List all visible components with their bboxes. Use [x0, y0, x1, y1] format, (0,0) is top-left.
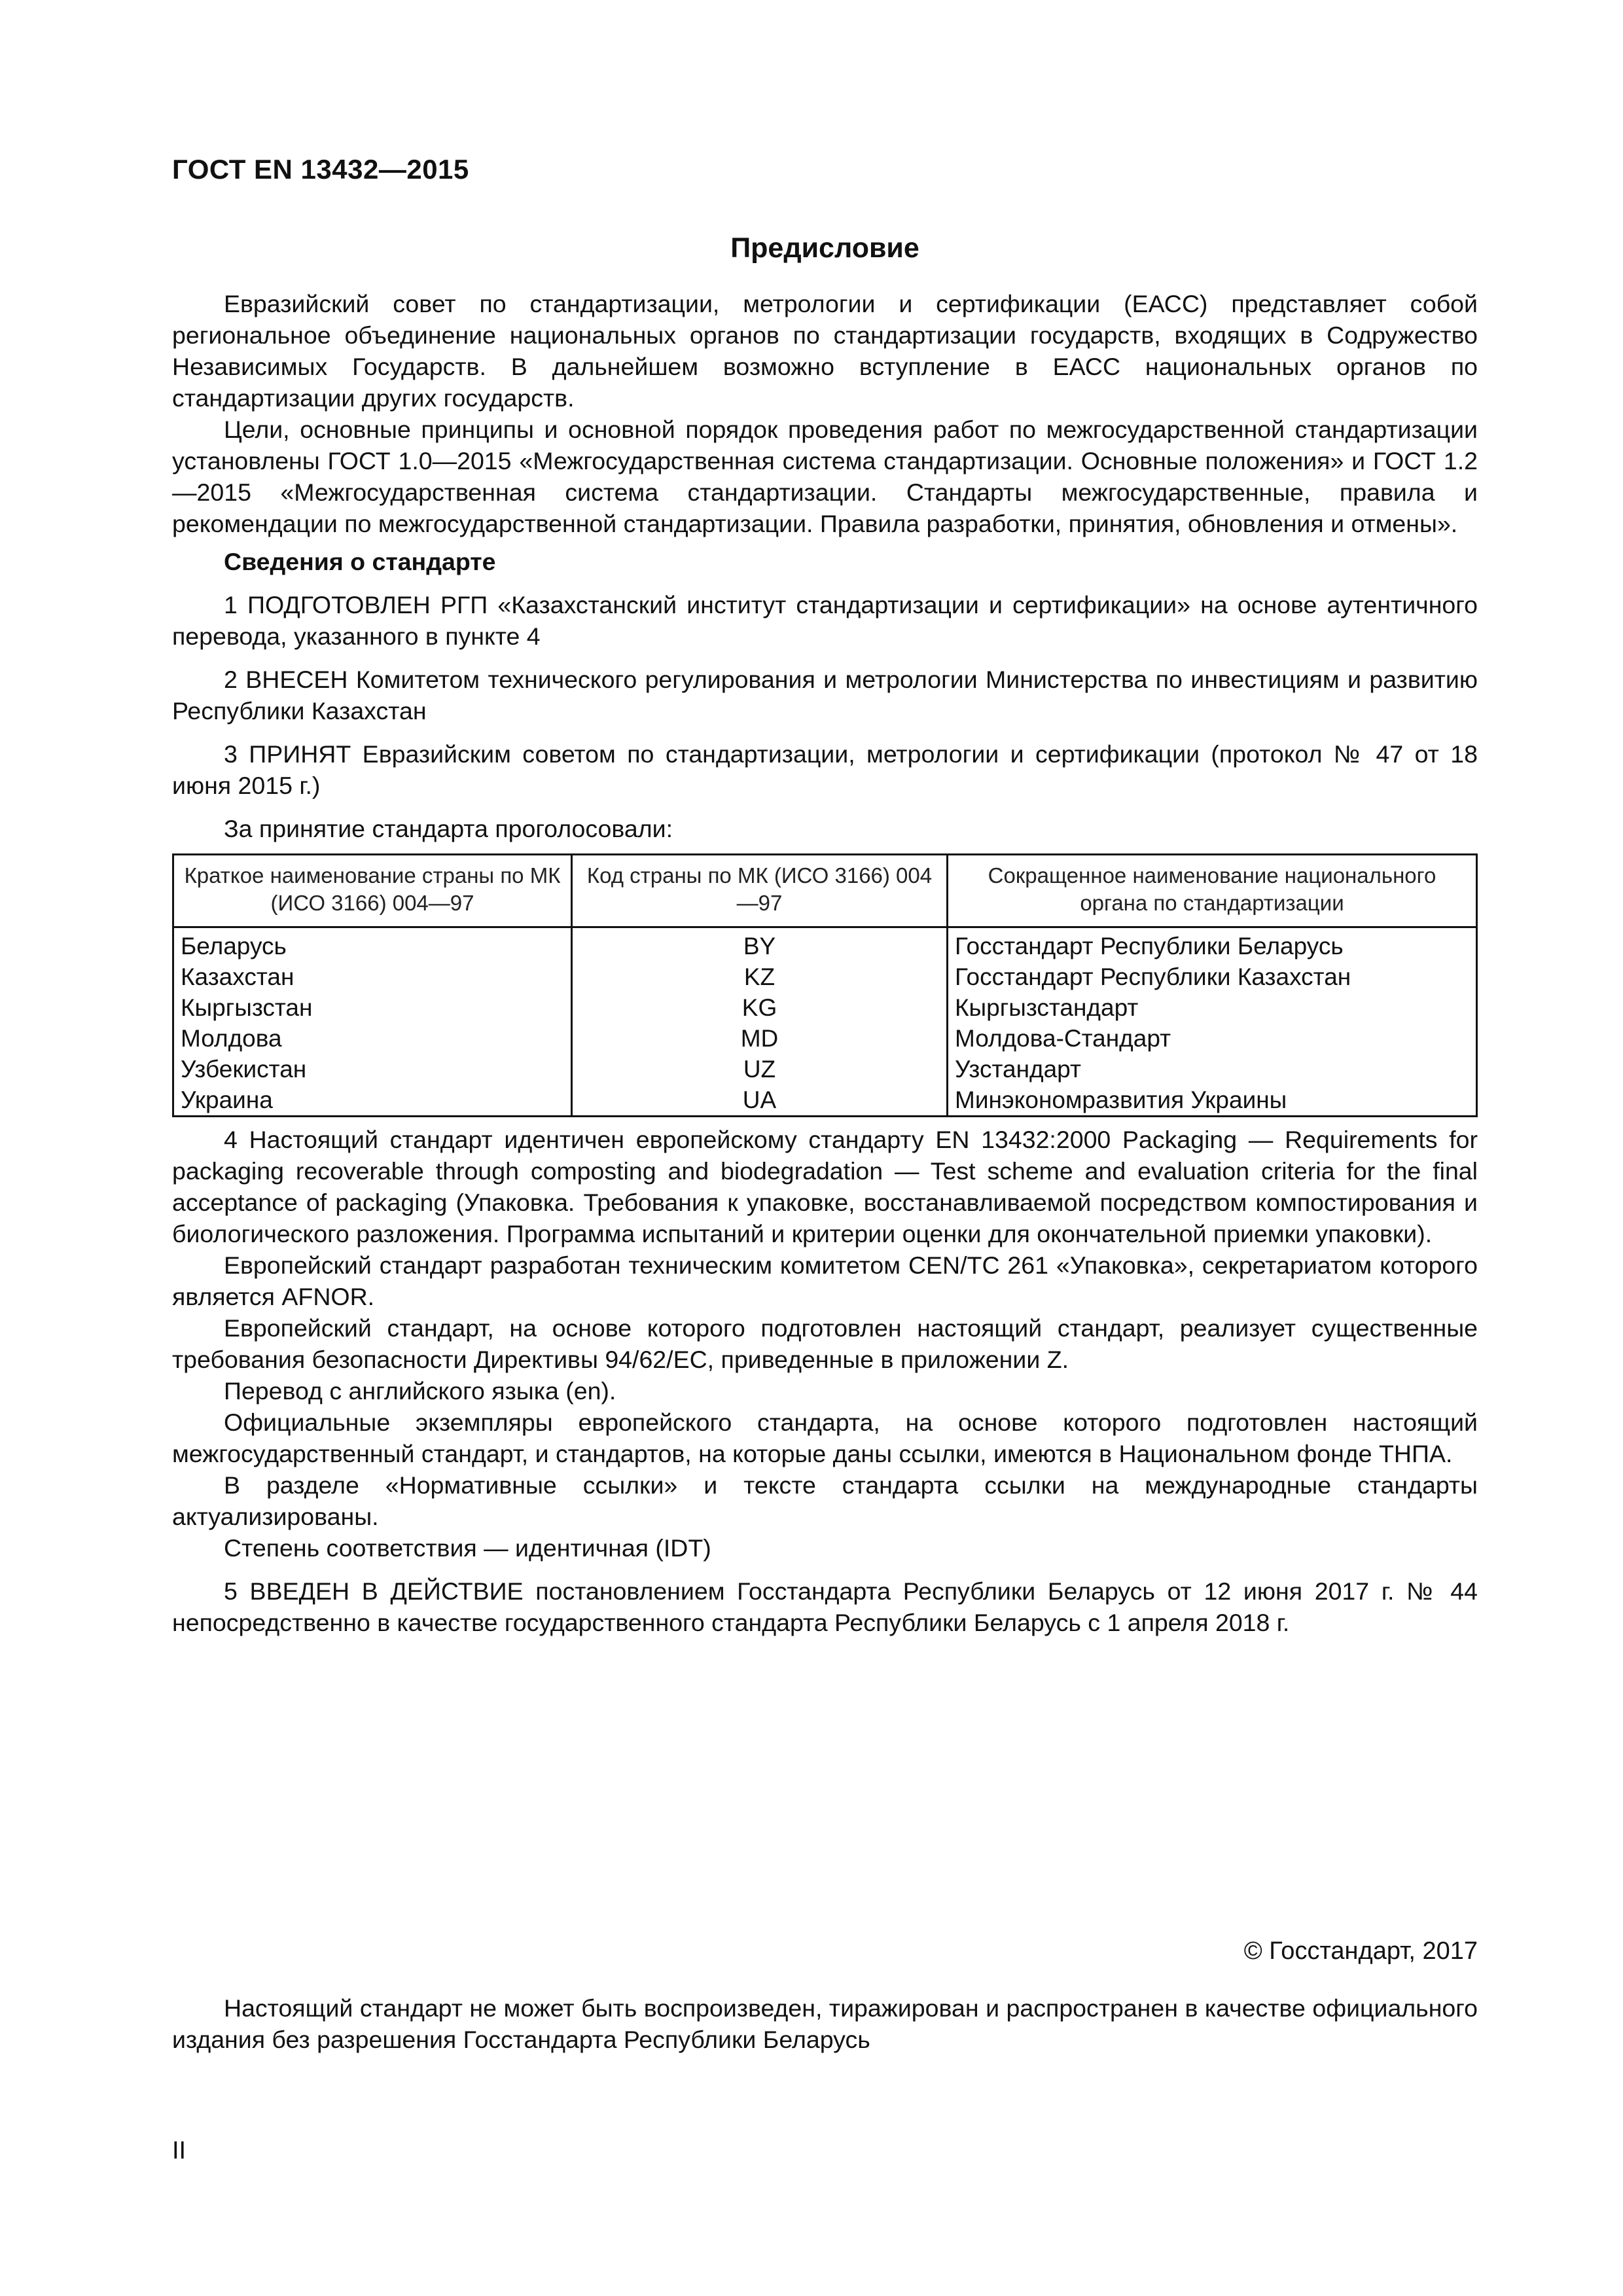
- code-cell: KG: [572, 992, 948, 1023]
- table-header-country: Краткое наименование страны по МК (ИСО 3166) 004—97: [173, 855, 572, 927]
- item-4-references: В разделе «Нормативные ссылки» и тексте стандарта ссылки на международные стандарты актуализированы.: [172, 1471, 1478, 1530]
- item-3: 3 ПРИНЯТ Евразийским советом по стандартизации, метрологии и сертификации (протокол № 47 от 18 июня 2015 г.): [172, 740, 1478, 799]
- table-header-row: [173, 855, 1477, 927]
- item-4-committee: Европейский стандарт разработан техническим комитетом CEN/TC 261 «Упаковка», секретариатом которого является AFNOR.: [172, 1251, 1478, 1310]
- table-row: [173, 992, 1477, 1023]
- table-row: [173, 1085, 1477, 1117]
- country-cell: Кыргызстан: [173, 992, 572, 1023]
- country-cell: Беларусь: [173, 927, 572, 962]
- code-cell: UZ: [572, 1054, 948, 1085]
- copyright-line: © Госстандарт, 2017: [1243, 1937, 1478, 1965]
- item-2: 2 ВНЕСЕН Комитетом технического регулирования и метрологии Министерства по инвестициям и развитию Республики Казахстан: [172, 666, 1478, 725]
- item-4-directive: Европейский стандарт, на основе которого подготовлен настоящий стандарт, реализует существенные требования безопасности Директивы 94/62/EC, приведенные в приложении Z.: [172, 1314, 1478, 1373]
- country-cell: Казахстан: [173, 961, 572, 992]
- country-cell: Молдова: [173, 1023, 572, 1054]
- code-cell: MD: [572, 1023, 948, 1054]
- page-title: Предисловие: [730, 232, 919, 264]
- item-4-paragraph: 4 Настоящий стандарт идентичен европейскому стандарту EN 13432:2000 Packaging — Requirements for packaging recoverable through composting and biodegradation — Test scheme and evaluation criteria for the final acceptance of packaging (Упаковка. Требования к упаковке, восстанавливаемой посредством компостирования и биологического разложения. Программа испытаний и критерии оценки для окончательной приемки упаковки).: [172, 1126, 1478, 1247]
- table-row: [173, 1054, 1477, 1085]
- table-row: [173, 1023, 1477, 1054]
- code-cell: BY: [572, 927, 948, 962]
- table-row: [173, 961, 1477, 992]
- section-subheading: Сведения о стандарте: [224, 548, 496, 575]
- agency-cell: Узстандарт: [948, 1054, 1477, 1085]
- item-1: 1 ПОДГОТОВЛЕН РГП «Казахстанский институт стандартизации и сертификации» на основе аутентичного перевода, указанного в пункте 4: [172, 591, 1478, 650]
- members-table-wrapper: [172, 853, 1478, 1117]
- agency-cell: Госстандарт Республики Беларусь: [948, 927, 1477, 962]
- document-code: ГОСТ EN 13432—2015: [172, 154, 469, 185]
- code-cell: UA: [572, 1085, 948, 1117]
- agency-cell: Минэкономразвития Украины: [948, 1085, 1477, 1117]
- item-4-translation: Перевод с английского языка (en).: [224, 1377, 616, 1405]
- agency-cell: Госстандарт Республики Казахстан: [948, 961, 1477, 992]
- agency-cell: Кыргызстандарт: [948, 992, 1477, 1023]
- body-text: [172, 288, 1478, 1638]
- item-4-degree: Степень соответствия — идентичная (IDT): [224, 1534, 711, 1562]
- country-cell: Украина: [173, 1085, 572, 1117]
- country-cell: Узбекистан: [173, 1054, 572, 1085]
- vote-intro: За принятие стандарта проголосовали:: [224, 815, 673, 842]
- intro-paragraph-2: Цели, основные принципы и основной порядок проведения работ по межгосударственной стандартизации установлены ГОСТ 1.0—2015 «Межгосударственная система стандартизации. Основные положения» и ГОСТ 1.2—2015 «Межгосударственная система стандартизации. Стандарты межгосударственные, правила и рекомендации по межгосударственной стандартизации. Правила разработки, принятия, обновления и отмены».: [172, 416, 1478, 537]
- item-5: 5 ВВЕДЕН В ДЕЙСТВИЕ постановлением Госстандарта Республики Беларусь от 12 июня 2017 г. № 44 непосредственно в качестве государственного стандарта Республики Беларусь с 1 апреля 2018 г.: [172, 1577, 1478, 1636]
- table-row: [173, 927, 1477, 962]
- agency-cell: Молдова-Стандарт: [948, 1023, 1477, 1054]
- reproduction-notice: Настоящий стандарт не может быть воспроизведен, тиражирован и распространен в качестве официального издания без разрешения Госстандарта Республики Беларусь: [172, 1994, 1478, 2053]
- page-number: II: [172, 2137, 187, 2164]
- code-cell: KZ: [572, 961, 948, 992]
- members-table: [172, 853, 1478, 1117]
- item-4-copies: Официальные экземпляры европейского стандарта, на основе которого подготовлен настоящий межгосударственный стандарт, и стандартов, на которые даны ссылки, имеются в Национальном фонде ТНПА.: [172, 1408, 1478, 1467]
- intro-paragraph-1: Евразийский совет по стандартизации, метрологии и сертификации (ЕАСС) представляет собой региональное объединение национальных органов по стандартизации государств, входящих в Содружество Независимых Государств. В дальнейшем возможно вступление в ЕАСС национальных органов по стандартизации других государств.: [172, 290, 1478, 412]
- table-header-agency: Сокращенное наименование национального органа по стандартизации: [948, 855, 1477, 927]
- table-header-code: Код страны по МК (ИСО 3166) 004—97: [572, 855, 948, 927]
